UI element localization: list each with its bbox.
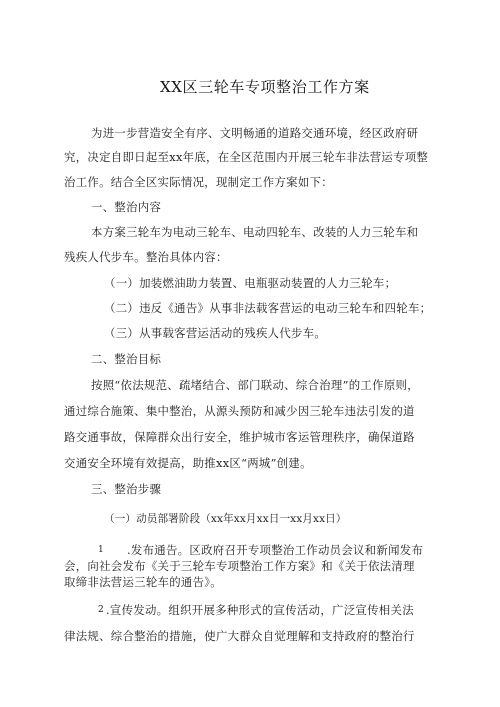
paragraph-line: 通过综合施策、集中整治，从源头预防和减少因三轮车违法引发的道 — [64, 404, 415, 418]
list-item: （一）加装燃油助力装置、电瓶驱动装置的人力三轮车； — [104, 276, 397, 290]
section-heading: 一、整治内容 — [91, 200, 162, 214]
item-number: 1 — [98, 545, 104, 555]
document-title: XX区三轮车专项整治工作方案 — [160, 78, 370, 96]
paragraph-line: 残疾人代步车。整治具体内容： — [64, 250, 228, 264]
paragraph-line: 交通安全环境有效提高，助推xx区“两城”创建。 — [64, 456, 312, 470]
paragraph-line: 律法规、综合整治的措施，使广大群众自觉理解和支持政府的整治行 — [64, 629, 415, 643]
paragraph-line: 究，决定自即日起至xx年底，在全区范围内开展三轮车非法营运专项整 — [64, 150, 429, 164]
paragraph-line: 本方案三轮车为电动三轮车、电动四轮车、改装的人力三轮车和 — [91, 225, 419, 239]
paragraph-line: .发布通告。区政府召开专项整治工作动员会议和新闻发布 — [127, 543, 424, 557]
paragraph-line: 治工作。结合全区实际情况，现制定工作方案如下： — [64, 175, 333, 189]
list-item: （二）违反《通告》从事非法载客营运的电动三轮车和四轮车； — [104, 301, 432, 315]
paragraph-line: 会，向社会发布《关于三轮车专项整治工作方案》和《关于依法清理 — [64, 559, 415, 573]
section-heading: 二、整治目标 — [91, 352, 162, 366]
subsection-heading: （一）动员部署阶段（xx年xx月xx日一xx月xx日） — [104, 513, 347, 525]
item-number: 2 — [98, 605, 104, 615]
paragraph-line: 路交通事故，保障群众出行安全，维护城市客运管理秩序，确保道路 — [64, 430, 415, 444]
paragraph-line: 取缔非法营运三轮车的通告》。 — [64, 575, 222, 589]
list-item: （三）从事载客营运活动的残疾人代步车。 — [104, 326, 327, 340]
section-heading: 三、整治步骤 — [91, 482, 162, 496]
paragraph-line: 按照“依法规范、疏堵结合、部门联动、综合治理”的工作原则， — [91, 378, 419, 392]
paragraph-line: 为进一步营造安全有序、文明畅通的道路交通环境，经区政府研 — [91, 126, 419, 140]
paragraph-line: .宣传发动。组织开展多种形式的宣传活动，广泛宣传相关法 — [106, 603, 414, 617]
